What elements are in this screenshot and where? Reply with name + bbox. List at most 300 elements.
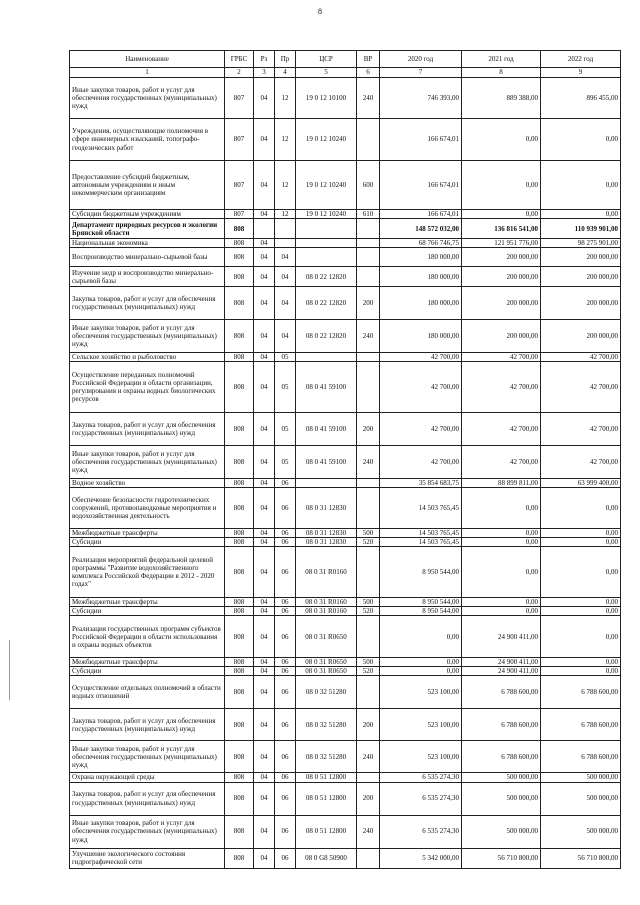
table-row xyxy=(70,782,621,815)
row-vr xyxy=(357,248,380,267)
table-row xyxy=(70,488,621,529)
row-2022: 6 788 600,00 xyxy=(541,709,621,741)
row-grbs: 807 xyxy=(225,161,254,210)
row-grbs: 808 xyxy=(225,676,254,709)
row-rz: 04 xyxy=(254,413,275,446)
row-2020: 523 100,00 xyxy=(380,676,462,709)
row-2022: 56 710 800,00 xyxy=(541,848,621,868)
row-name: Иные закупки товаров, работ и услуг для обеспечения государственных (муниципальных) нужд xyxy=(70,741,225,773)
row-vr: 200 xyxy=(357,709,380,741)
table-header xyxy=(70,51,621,68)
row-csr: 08 0 31 12830 xyxy=(296,538,357,547)
row-2020: 166 674,01 xyxy=(380,210,462,219)
row-vr: 240 xyxy=(357,446,380,479)
table-row xyxy=(70,353,621,362)
table-row xyxy=(70,658,621,667)
row-pr: 06 xyxy=(275,782,296,815)
row-pr: 06 xyxy=(275,538,296,547)
row-2022: 6 788 600,00 xyxy=(541,741,621,773)
row-2021: 200 000,00 xyxy=(462,320,541,353)
row-name: Закупка товаров, работ и услуг для обеспечения государственных (муниципальных) нужд xyxy=(70,413,225,446)
header-2021: 2021 год xyxy=(462,51,541,68)
header-2022: 2022 год xyxy=(541,51,621,68)
row-2022: 6 788 600,00 xyxy=(541,676,621,709)
row-vr: 520 xyxy=(357,607,380,616)
row-2021: 0,00 xyxy=(462,119,541,161)
row-2021: 42 700,00 xyxy=(462,446,541,479)
row-rz: 04 xyxy=(254,676,275,709)
row-rz: 04 xyxy=(254,287,275,320)
row-rz: 04 xyxy=(254,741,275,773)
table-row xyxy=(70,667,621,676)
index-cell: 5 xyxy=(296,68,357,78)
row-grbs: 808 xyxy=(225,547,254,598)
row-pr: 06 xyxy=(275,667,296,676)
table-row xyxy=(70,815,621,848)
index-cell: 4 xyxy=(275,68,296,78)
row-vr: 200 xyxy=(357,782,380,815)
row-grbs: 808 xyxy=(225,782,254,815)
row-rz: 04 xyxy=(254,479,275,488)
row-pr: 04 xyxy=(275,287,296,320)
row-grbs: 808 xyxy=(225,320,254,353)
row-2021: 56 710 800,00 xyxy=(462,848,541,868)
row-name: Изучение недр и воспроизводство минерально-сырьевой базы xyxy=(70,267,225,287)
row-2022: 0,00 xyxy=(541,119,621,161)
row-pr: 12 xyxy=(275,119,296,161)
table-row xyxy=(70,446,621,479)
index-cell: 2 xyxy=(225,68,254,78)
row-pr: 06 xyxy=(275,479,296,488)
row-name: Закупка товаров, работ и услуг для обеспечения государственных (муниципальных) нужд xyxy=(70,709,225,741)
row-2021: 889 388,00 xyxy=(462,78,541,119)
row-2020: 5 342 000,00 xyxy=(380,848,462,868)
row-grbs: 808 xyxy=(225,287,254,320)
row-2020: 8 950 544,00 xyxy=(380,547,462,598)
row-2021: 0,00 xyxy=(462,161,541,210)
table-row xyxy=(70,598,621,607)
row-2022: 200 000,00 xyxy=(541,267,621,287)
row-grbs: 807 xyxy=(225,119,254,161)
row-pr: 05 xyxy=(275,446,296,479)
row-name: Иные закупки товаров, работ и услуг для обеспечения государственных (муниципальных) нужд xyxy=(70,446,225,479)
table-row xyxy=(70,161,621,210)
row-csr: 08 0 51 12800 xyxy=(296,773,357,782)
index-cell: 8 xyxy=(462,68,541,78)
row-rz: 04 xyxy=(254,248,275,267)
row-rz: 04 xyxy=(254,320,275,353)
row-name: Иные закупки товаров, работ и услуг для обеспечения государственных (муниципальных) нужд xyxy=(70,815,225,848)
row-2022: 63 999 400,00 xyxy=(541,479,621,488)
row-2022: 0,00 xyxy=(541,598,621,607)
row-2020: 180 000,00 xyxy=(380,267,462,287)
row-vr xyxy=(357,353,380,362)
row-csr: 08 0 31 12830 xyxy=(296,529,357,538)
table-row xyxy=(70,239,621,248)
table-row xyxy=(70,362,621,413)
row-rz xyxy=(254,219,275,239)
row-rz: 04 xyxy=(254,353,275,362)
row-vr: 520 xyxy=(357,538,380,547)
row-name: Субсидии xyxy=(70,538,225,547)
row-vr xyxy=(357,488,380,529)
row-vr: 240 xyxy=(357,741,380,773)
row-pr xyxy=(275,239,296,248)
row-name: Национальная экономика xyxy=(70,239,225,248)
row-rz: 04 xyxy=(254,119,275,161)
row-vr xyxy=(357,773,380,782)
header-rz: Рз xyxy=(254,51,275,68)
row-rz: 04 xyxy=(254,667,275,676)
row-name: Воспроизводство минерально-сырьевой базы xyxy=(70,248,225,267)
row-name: Водное хозяйство xyxy=(70,479,225,488)
row-csr: 08 0 31 R0650 xyxy=(296,616,357,658)
row-csr: 08 0 31 R0160 xyxy=(296,598,357,607)
row-vr xyxy=(357,676,380,709)
row-vr: 240 xyxy=(357,320,380,353)
row-2021: 42 700,00 xyxy=(462,362,541,413)
row-2022: 200 000,00 xyxy=(541,248,621,267)
row-name: Субсидии xyxy=(70,667,225,676)
row-csr: 19 0 12 10100 xyxy=(296,78,357,119)
row-name: Улучшение экологического состояния гидрографической сети xyxy=(70,848,225,868)
row-2022: 200 000,00 xyxy=(541,320,621,353)
row-2020: 0,00 xyxy=(380,658,462,667)
table-row xyxy=(70,538,621,547)
row-2022: 42 700,00 xyxy=(541,446,621,479)
row-rz: 04 xyxy=(254,782,275,815)
row-pr: 06 xyxy=(275,709,296,741)
row-pr xyxy=(275,219,296,239)
row-2021: 88 899 811,00 xyxy=(462,479,541,488)
row-pr: 06 xyxy=(275,607,296,616)
row-2022: 42 700,00 xyxy=(541,353,621,362)
row-2022: 0,00 xyxy=(541,161,621,210)
row-pr: 06 xyxy=(275,676,296,709)
row-name: Межбюджетные трансферты xyxy=(70,598,225,607)
row-2020: 746 393,00 xyxy=(380,78,462,119)
row-vr: 520 xyxy=(357,667,380,676)
row-grbs: 807 xyxy=(225,210,254,219)
row-pr: 06 xyxy=(275,658,296,667)
row-2020: 14 503 765,45 xyxy=(380,538,462,547)
row-pr: 05 xyxy=(275,413,296,446)
row-csr: 19 0 12 10240 xyxy=(296,210,357,219)
table-row xyxy=(70,78,621,119)
row-csr xyxy=(296,479,357,488)
row-vr: 200 xyxy=(357,413,380,446)
index-cell: 7 xyxy=(380,68,462,78)
row-2021: 0,00 xyxy=(462,488,541,529)
row-2021: 24 900 411,00 xyxy=(462,658,541,667)
row-grbs: 808 xyxy=(225,658,254,667)
row-name: Осуществление переданных полномочий Российской Федерации в области организации, регулирования и охраны водных биологических ресурсов xyxy=(70,362,225,413)
table-row xyxy=(70,529,621,538)
row-2022: 0,00 xyxy=(541,616,621,658)
row-csr: 08 0 31 R0160 xyxy=(296,547,357,598)
row-2021: 0,00 xyxy=(462,538,541,547)
header-name: Наименование xyxy=(70,51,225,68)
row-grbs: 808 xyxy=(225,709,254,741)
row-2021: 500 000,00 xyxy=(462,782,541,815)
row-2020: 42 700,00 xyxy=(380,413,462,446)
row-vr: 500 xyxy=(357,658,380,667)
row-rz: 04 xyxy=(254,547,275,598)
table-body xyxy=(70,78,621,869)
row-vr xyxy=(357,616,380,658)
row-2021: 500 000,00 xyxy=(462,773,541,782)
table-row xyxy=(70,413,621,446)
row-grbs: 808 xyxy=(225,353,254,362)
table-row xyxy=(70,709,621,741)
row-name: Осуществление отдельных полномочий в области водных отношений xyxy=(70,676,225,709)
row-2022: 42 700,00 xyxy=(541,362,621,413)
row-2022: 98 275 901,00 xyxy=(541,239,621,248)
index-cell: 9 xyxy=(541,68,621,78)
budget-table xyxy=(69,50,621,869)
row-2021: 6 788 600,00 xyxy=(462,741,541,773)
row-rz: 04 xyxy=(254,239,275,248)
row-rz: 04 xyxy=(254,161,275,210)
row-grbs: 808 xyxy=(225,446,254,479)
row-rz: 04 xyxy=(254,529,275,538)
row-vr xyxy=(357,362,380,413)
row-2021: 200 000,00 xyxy=(462,287,541,320)
row-vr: 600 xyxy=(357,161,380,210)
row-grbs: 808 xyxy=(225,219,254,239)
row-2021: 121 951 776,00 xyxy=(462,239,541,248)
header-2020: 2020 год xyxy=(380,51,462,68)
row-pr: 04 xyxy=(275,248,296,267)
row-2022: 896 455,00 xyxy=(541,78,621,119)
table-row xyxy=(70,210,621,219)
row-name: Иные закупки товаров, работ и услуг для обеспечения государственных (муниципальных) нужд xyxy=(70,78,225,119)
row-vr: 500 xyxy=(357,529,380,538)
row-vr xyxy=(357,219,380,239)
row-2022: 42 700,00 xyxy=(541,413,621,446)
row-csr: 08 0 31 R0650 xyxy=(296,667,357,676)
row-pr: 06 xyxy=(275,529,296,538)
row-2020: 14 503 765,45 xyxy=(380,529,462,538)
row-2022: 0,00 xyxy=(541,488,621,529)
row-2021: 0,00 xyxy=(462,529,541,538)
row-pr: 05 xyxy=(275,362,296,413)
row-2020: 0,00 xyxy=(380,667,462,676)
row-rz: 04 xyxy=(254,709,275,741)
row-csr xyxy=(296,248,357,267)
row-csr: 08 0 22 12820 xyxy=(296,320,357,353)
row-pr: 04 xyxy=(275,320,296,353)
row-2021: 24 900 411,00 xyxy=(462,667,541,676)
header-vr: ВР xyxy=(357,51,380,68)
row-2020: 523 100,00 xyxy=(380,709,462,741)
row-pr: 12 xyxy=(275,161,296,210)
row-2020: 166 674,01 xyxy=(380,161,462,210)
row-pr: 06 xyxy=(275,848,296,868)
row-name: Субсидии xyxy=(70,607,225,616)
row-rz: 04 xyxy=(254,598,275,607)
row-pr: 12 xyxy=(275,78,296,119)
index-cell: 6 xyxy=(357,68,380,78)
row-csr: 08 0 31 12830 xyxy=(296,488,357,529)
row-name: Межбюджетные трансферты xyxy=(70,658,225,667)
row-2021: 200 000,00 xyxy=(462,248,541,267)
row-grbs: 808 xyxy=(225,529,254,538)
row-rz: 04 xyxy=(254,446,275,479)
row-2020: 42 700,00 xyxy=(380,362,462,413)
row-grbs: 808 xyxy=(225,267,254,287)
row-2021: 6 788 600,00 xyxy=(462,676,541,709)
row-csr: 08 0 32 51280 xyxy=(296,709,357,741)
table-row xyxy=(70,547,621,598)
row-2022: 0,00 xyxy=(541,210,621,219)
row-csr: 08 0 G8 50900 xyxy=(296,848,357,868)
row-2021: 500 000,00 xyxy=(462,815,541,848)
row-name: Реализация мероприятий федеральной целевой программы "Развитие водохозяйственного комплекса Российской Федерации в 2012 - 2020 годах" xyxy=(70,547,225,598)
row-csr: 08 0 32 51280 xyxy=(296,676,357,709)
row-rz: 04 xyxy=(254,773,275,782)
table-row xyxy=(70,741,621,773)
row-2021: 24 900 411,00 xyxy=(462,616,541,658)
row-grbs: 808 xyxy=(225,848,254,868)
column-index-row xyxy=(70,68,621,78)
row-rz: 04 xyxy=(254,538,275,547)
row-vr xyxy=(357,267,380,287)
row-name: Охрана окружающей среды xyxy=(70,773,225,782)
row-csr: 08 0 32 51280 xyxy=(296,741,357,773)
row-2020: 523 100,00 xyxy=(380,741,462,773)
row-2020: 180 000,00 xyxy=(380,248,462,267)
row-vr xyxy=(357,239,380,248)
row-pr: 06 xyxy=(275,547,296,598)
row-grbs: 808 xyxy=(225,616,254,658)
row-grbs: 808 xyxy=(225,538,254,547)
row-vr: 610 xyxy=(357,210,380,219)
row-pr: 06 xyxy=(275,616,296,658)
row-2021: 0,00 xyxy=(462,598,541,607)
row-grbs: 808 xyxy=(225,741,254,773)
row-csr xyxy=(296,239,357,248)
table-row xyxy=(70,219,621,239)
row-2020: 68 766 746,75 xyxy=(380,239,462,248)
row-2020: 6 535 274,30 xyxy=(380,815,462,848)
row-name: Закупка товаров, работ и услуг для обеспечения государственных (муниципальных) нужд xyxy=(70,287,225,320)
row-csr: 08 0 31 R0650 xyxy=(296,658,357,667)
row-name: Субсидии бюджетным учреждениям xyxy=(70,210,225,219)
row-vr: 500 xyxy=(357,598,380,607)
row-name: Сельское хозяйство и рыболовство xyxy=(70,353,225,362)
row-2020: 14 503 765,45 xyxy=(380,488,462,529)
table-row xyxy=(70,287,621,320)
row-grbs: 808 xyxy=(225,362,254,413)
row-csr: 19 0 12 10240 xyxy=(296,119,357,161)
row-csr: 08 0 51 12800 xyxy=(296,782,357,815)
header-grbs: ГРБС xyxy=(225,51,254,68)
row-grbs: 807 xyxy=(225,78,254,119)
row-grbs: 808 xyxy=(225,667,254,676)
row-csr xyxy=(296,353,357,362)
header-csr: ЦСР xyxy=(296,51,357,68)
scan-edge-mark xyxy=(9,640,10,700)
row-2020: 8 950 544,00 xyxy=(380,598,462,607)
row-2020: 180 000,00 xyxy=(380,320,462,353)
row-name: Иные закупки товаров, работ и услуг для обеспечения государственных (муниципальных) нужд xyxy=(70,320,225,353)
row-name: Закупка товаров, работ и услуг для обеспечения государственных (муниципальных) нужд xyxy=(70,782,225,815)
page-number: 8 xyxy=(318,7,322,16)
row-name: Учреждения, осуществляющие полномочия в сфере инженерных изысканий, топографо-геодезических работ xyxy=(70,119,225,161)
row-pr: 12 xyxy=(275,210,296,219)
table-row xyxy=(70,267,621,287)
row-2022: 0,00 xyxy=(541,607,621,616)
row-vr: 240 xyxy=(357,815,380,848)
row-rz: 04 xyxy=(254,815,275,848)
index-cell: 3 xyxy=(254,68,275,78)
row-rz: 04 xyxy=(254,78,275,119)
row-2021: 42 700,00 xyxy=(462,353,541,362)
row-grbs: 808 xyxy=(225,479,254,488)
table-row xyxy=(70,848,621,868)
row-name: Департамент природных ресурсов и экологии Брянской области xyxy=(70,219,225,239)
row-rz: 04 xyxy=(254,616,275,658)
row-rz: 04 xyxy=(254,210,275,219)
row-grbs: 808 xyxy=(225,239,254,248)
table-row xyxy=(70,119,621,161)
table-row xyxy=(70,773,621,782)
row-grbs: 808 xyxy=(225,488,254,529)
row-csr: 19 0 12 10240 xyxy=(296,161,357,210)
row-2022: 500 000,00 xyxy=(541,815,621,848)
row-2022: 0,00 xyxy=(541,538,621,547)
row-2020: 0,00 xyxy=(380,616,462,658)
row-vr xyxy=(357,119,380,161)
row-2020: 6 535 274,30 xyxy=(380,773,462,782)
row-2021: 136 816 541,00 xyxy=(462,219,541,239)
row-2022: 110 939 901,00 xyxy=(541,219,621,239)
row-vr: 240 xyxy=(357,78,380,119)
row-csr: 08 0 22 12820 xyxy=(296,267,357,287)
row-pr: 06 xyxy=(275,598,296,607)
table-row xyxy=(70,248,621,267)
row-2022: 0,00 xyxy=(541,658,621,667)
row-2022: 0,00 xyxy=(541,529,621,538)
table-row xyxy=(70,676,621,709)
row-2020: 35 854 683,75 xyxy=(380,479,462,488)
row-2022: 0,00 xyxy=(541,667,621,676)
table-row xyxy=(70,320,621,353)
row-csr: 08 0 41 59100 xyxy=(296,413,357,446)
row-csr: 08 0 51 12800 xyxy=(296,815,357,848)
row-vr xyxy=(357,479,380,488)
row-name: Обеспечение безопасности гидротехнических сооружений, противопаводковые мероприятия и водохозяйственная деятельность xyxy=(70,488,225,529)
row-grbs: 808 xyxy=(225,815,254,848)
row-2022: 0,00 xyxy=(541,547,621,598)
row-name: Реализация государственных программ субъектов Российской Федерации в области использования и охраны водных объектов xyxy=(70,616,225,658)
row-name: Межбюджетные трансферты xyxy=(70,529,225,538)
row-csr: 08 0 41 59100 xyxy=(296,362,357,413)
row-pr: 06 xyxy=(275,815,296,848)
row-2020: 6 535 274,30 xyxy=(380,782,462,815)
row-2021: 0,00 xyxy=(462,210,541,219)
row-grbs: 808 xyxy=(225,413,254,446)
row-2021: 42 700,00 xyxy=(462,413,541,446)
row-2022: 200 000,00 xyxy=(541,287,621,320)
row-2020: 42 700,00 xyxy=(380,446,462,479)
row-grbs: 808 xyxy=(225,598,254,607)
row-2020: 148 572 032,00 xyxy=(380,219,462,239)
row-rz: 04 xyxy=(254,658,275,667)
row-rz: 04 xyxy=(254,362,275,413)
table-row xyxy=(70,607,621,616)
